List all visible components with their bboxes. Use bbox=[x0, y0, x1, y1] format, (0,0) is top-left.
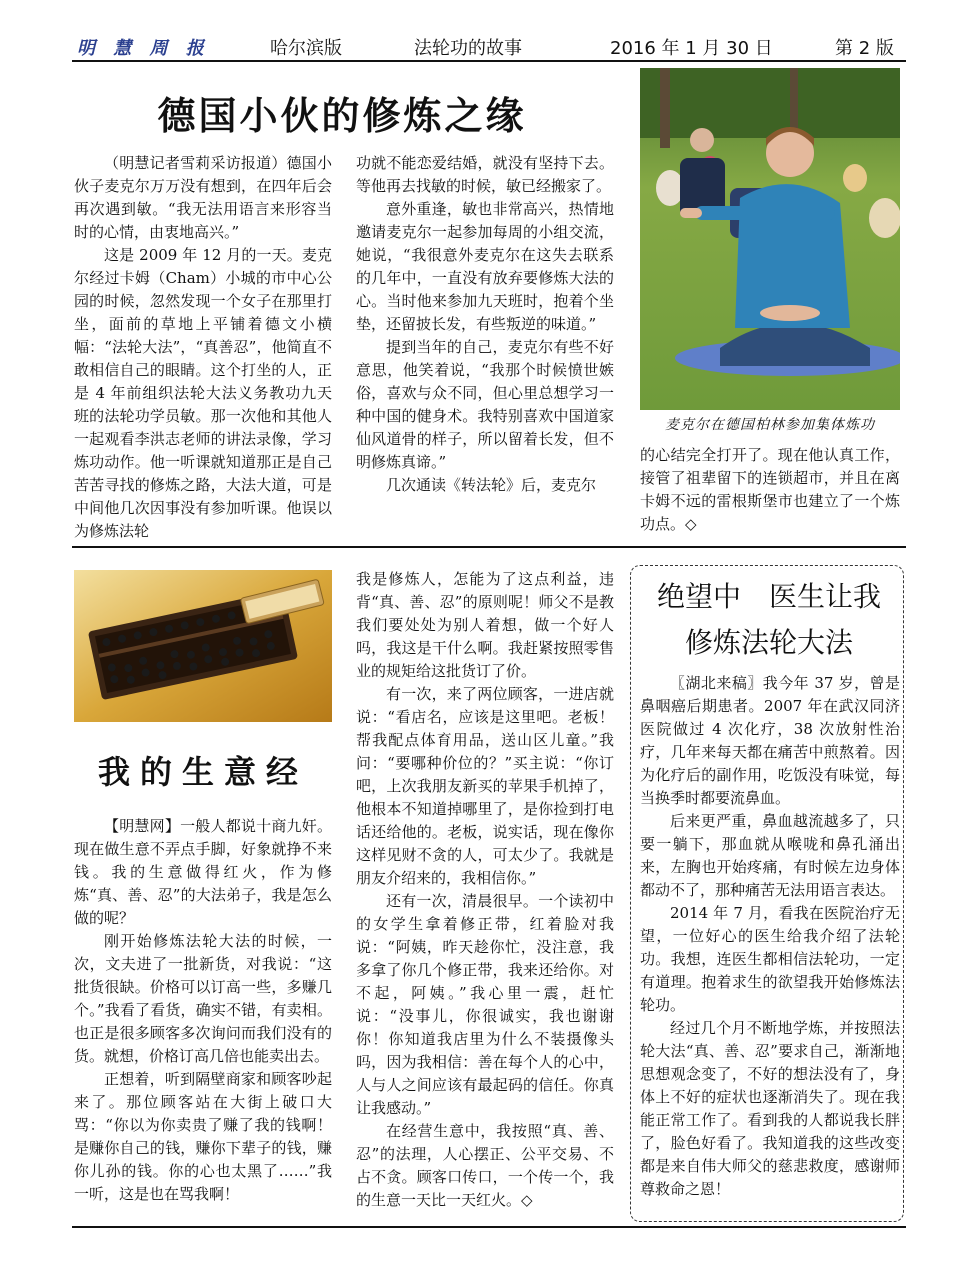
article1-title: 德国小伙的修炼之缘 bbox=[157, 94, 527, 138]
section-name: 法轮功的故事 bbox=[414, 38, 522, 59]
article1-column-1 bbox=[74, 152, 332, 543]
article2-paragraph: 有一次，来了两位顾客，一进店就说：“看店名，应该是这里吧。老板！帮我配点体育用品，送山区儿童。”我问：“要哪种价位的？”买主说：“你订吧，上次我朋友新买的苹果手机掉了，他根本不知道掉哪里了，是你捡到打电话还给他的。老板，说实话，现在像你这样见财不贪的人，可太少了。我就是朋友介绍来的，我相信你。” bbox=[356, 685, 614, 887]
article1-paragraph: （明慧记者雪莉采访报道）德国小伙子麦克尔万万没有想到，在四年后会再次遇到敏。“我无法用语言来形容当时的心情，由衷地高兴。” bbox=[74, 154, 332, 241]
page-header bbox=[72, 30, 906, 60]
article1-paragraph: 提到当年的自己，麦克尔有些不好意思，他笑着说，“我那个时候愤世嫉俗，喜欢与众不同，但心里总想学习一种中国的健身术。我特别喜欢中国道家仙风道骨的样子，所以留着长发，但不明修炼真谛。” bbox=[356, 338, 614, 471]
article1-column-2 bbox=[356, 152, 614, 497]
header-rule bbox=[72, 60, 906, 62]
article3-paragraph: 经过几个月不断地学炼，并按照法轮大法“真、善、忍”要求自己，渐渐地思想观念变了，不好的想法没有了，身体上不好的症状也逐渐消失了。现在我能正常工作了。看到我的人都说我长胖了，脸色好看了。我知道我的这些改变都是来自伟大师父的慈悲救度，感谢师尊救命之恩！ bbox=[640, 1019, 900, 1198]
masthead: 明 慧 周 报 bbox=[77, 38, 210, 59]
article2-paragraph: 我是修炼人，怎能为了这点利益，违背“真、善、忍”的原则呢！师父不是教我们要处处为别人着想，做一个好人吗，我这是干什么啊。我赶紧按照零售业的规矩给这批货订了价。 bbox=[356, 570, 614, 680]
article1-paragraph: 的心结完全打开了。现在他认真工作，接管了祖辈留下的连锁超市，并且在离卡姆不远的雷根斯堡市也建立了一个炼功点。◇ bbox=[640, 446, 900, 533]
article3-title-line2: 修炼法轮大法 bbox=[684, 626, 853, 659]
article2-paragraph: 还有一次，清晨很早。一个读初中的女学生拿着修正带，红着脸对我说：“阿姨，昨天趁你忙，没注意，我多拿了你几个修正带，我来还给你。对不起，阿姨。”我心里一震，赶忙说：“没事儿，你很诚实，我也谢谢你！你知道我店里为什么不装摄像头吗，因为我相信：善在每个人的心中，人与人之间应该有最起码的信任。你真让我感动。” bbox=[356, 892, 614, 1117]
issue-date: 2016 年 1 月 30 日 bbox=[610, 38, 773, 59]
edition-region: 哈尔滨版 bbox=[270, 38, 342, 59]
article1-paragraph: 这是 2009 年 12 月的一天。麦克尔经过卡姆（Cham）小城的市中心公园的时候，忽然发现一个女子在那里打坐，面前的草地上平铺着德文小横幅：“法轮大法”，“真善忍”，他简直不敢相信自己的眼睛。这个打坐的人，正是 4 年前组织法轮大法义务教功九天班的法轮功学员敏。那一次他和其他人一起观看李洪志老师的讲法录像，学习炼功动作。他一听课就知道那正是自己苦苦寻找的修炼之路，大法大道，可是中间他几次因事没有参加听课。他误以为修炼法轮 bbox=[74, 246, 332, 540]
meditation-photo bbox=[640, 68, 900, 410]
article1-paragraph: 几次通读《转法轮》后，麦克尔 bbox=[386, 476, 597, 494]
article2-paragraph: 正想着，听到隔壁商家和顾客吵起来了。那位顾客站在大街上破口大骂：“你以为你卖贵了赚了我的钱啊！是赚你自己的钱，赚你下辈子的钱，赚你儿孙的钱。你的心也太黑了……”我一听，这是也在骂我啊！ bbox=[74, 1070, 332, 1203]
footer-rule bbox=[72, 1226, 906, 1228]
article3-paragraph: 后来更严重，鼻血越流越多了，只要一躺下，那血就从喉咙和鼻孔涌出来，左胸也开始疼痛，有时候左边身体都动不了，那种痛苦无法用语言表达。 bbox=[640, 812, 900, 899]
article1-column-3 bbox=[640, 444, 900, 536]
article2-paragraph: 【明慧网】一般人都说十商九奸。现在做生意不弄点手脚，好象就挣不来钱。我的生意做得红火，作为修炼“真、善、忍”的大法弟子，我是怎么做的呢？ bbox=[74, 817, 332, 927]
article1-paragraph: 功就不能恋爱结婚，就没有坚持下去。等他再去找敏的时候，敏已经搬家了。 bbox=[356, 154, 614, 195]
article3-paragraph: 2014 年 7 月，看我在医院治疗无望，一位好心的医生给我介绍了法轮功。我想，连医生都相信法轮功，一定有道理。抱着求生的欲望我开始修炼法轮功。 bbox=[640, 904, 900, 1014]
article2-column-2 bbox=[356, 568, 614, 1212]
page-number: 第 2 版 bbox=[835, 38, 894, 59]
article3-title-line1: 绝望中 医生让我 bbox=[656, 580, 881, 613]
abacus-photo bbox=[74, 570, 332, 722]
article3-body bbox=[640, 672, 900, 1201]
article2-paragraph: 在经营生意中，我按照“真、善、忍”的法理，人心摆正、公平交易、不占不贪。顾客口传口，一个传一个，我的生意一天比一天红火。◇ bbox=[356, 1122, 614, 1209]
section-divider bbox=[72, 546, 906, 548]
article1-paragraph: 意外重逢，敏也非常高兴，热情地邀请麦克尔一起参加每周的小组交流，她说，“我很意外麦克尔在这失去联系的几年中，一直没有放弃要修炼大法的心。当时他来参加九天班时，抱着个坐垫，还留披长发，有些叛逆的味道。” bbox=[356, 200, 614, 333]
article2-paragraph: 刚开始修炼法轮大法的时候，一次，文夫进了一批新货，对我说：“这批货很缺。价格可以订高一些，多赚几个。”我看了看货，确实不错，有卖相。也正是很多顾客多次询问而我们没有的货。就想，价格订高几倍也能卖出去。 bbox=[74, 932, 332, 1065]
article3-paragraph: 〖湖北来稿〗我今年 37 岁，曾是鼻咽癌后期患者。2007 年在武汉同济医院做过 4 次化疗，38 次放射性治疗，几年来每天都在痛苦中煎熬着。因为化疗后的副作用，吃饭没有味觉，每当换季时都要流鼻血。 bbox=[640, 674, 900, 807]
article2-title: 我的生意经 bbox=[97, 753, 308, 791]
photo-caption: 麦克尔在德国柏林参加集体炼功 bbox=[665, 417, 875, 433]
article2-column-1 bbox=[74, 815, 332, 1206]
